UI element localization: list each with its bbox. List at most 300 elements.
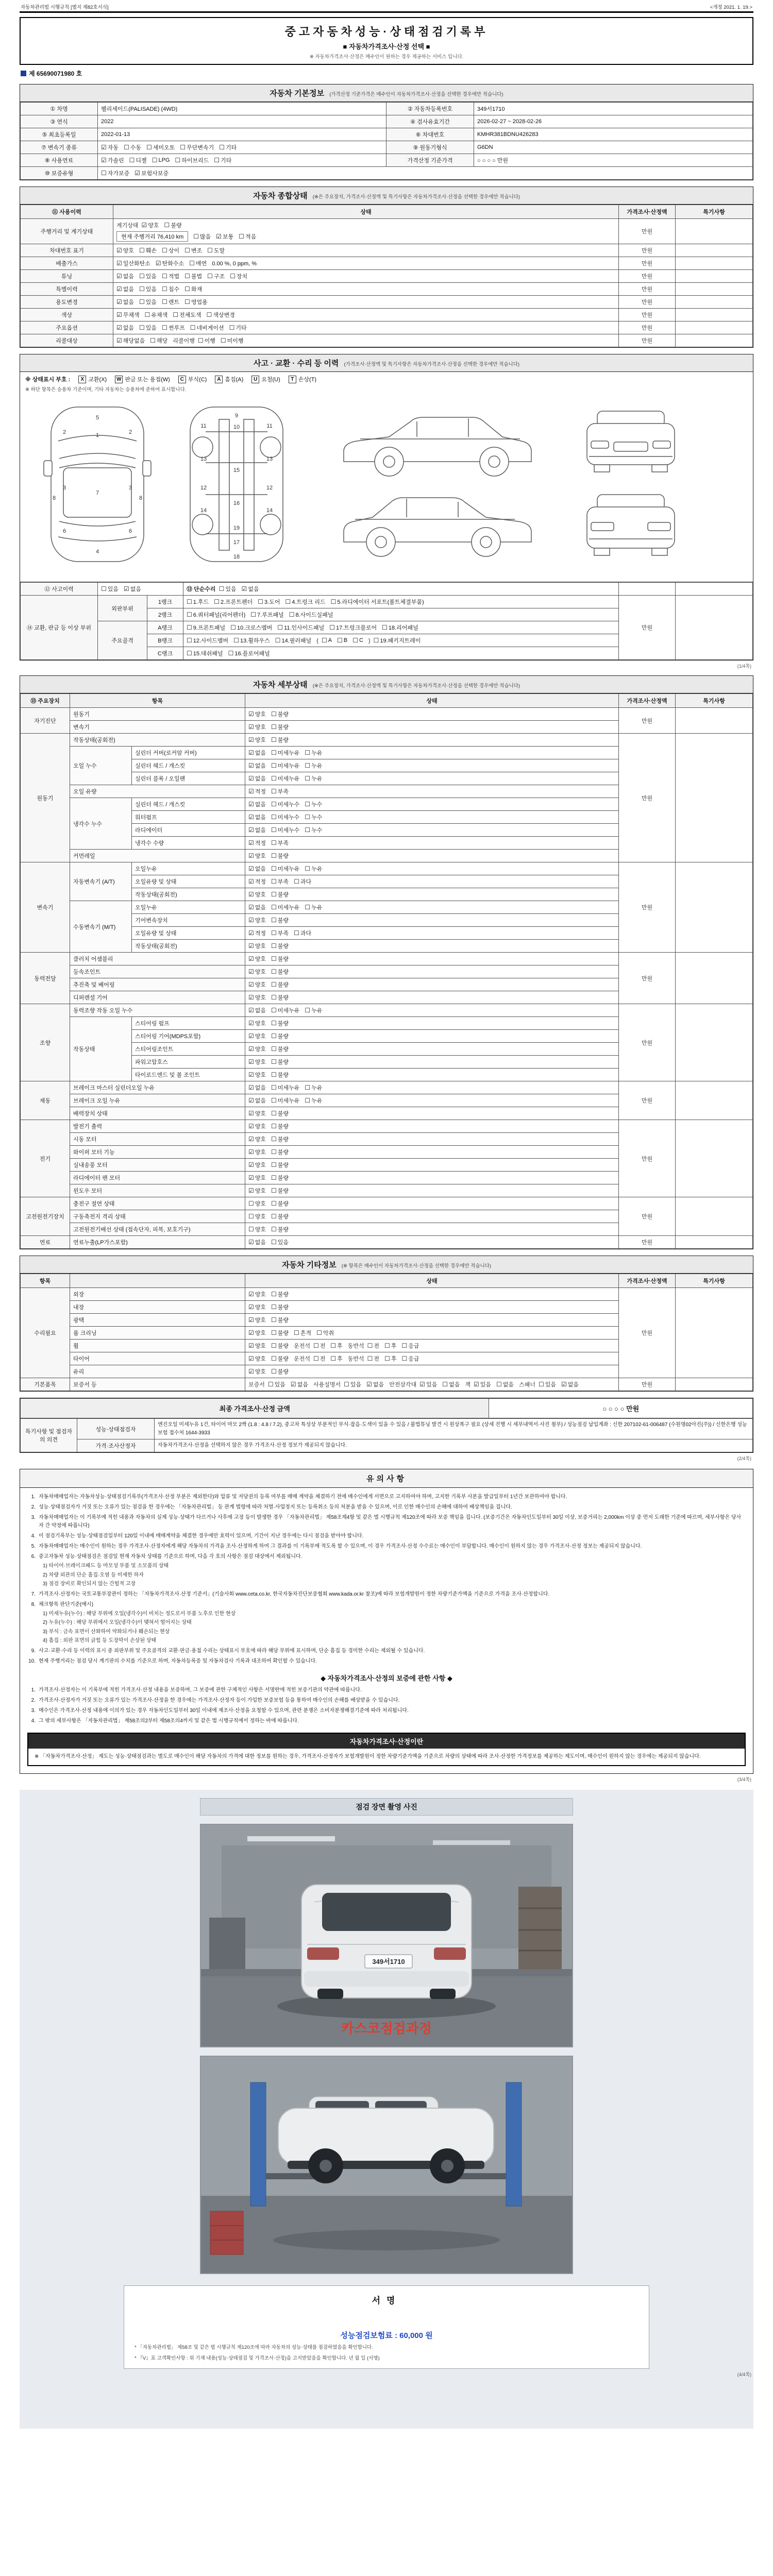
checkbox-option[interactable] (271, 1354, 289, 1363)
checkbox-option[interactable] (330, 1342, 342, 1350)
checkbox-option[interactable] (374, 636, 421, 645)
checkbox-option[interactable] (145, 311, 168, 319)
checkbox-option[interactable] (248, 1367, 266, 1376)
checkbox-option[interactable] (116, 311, 140, 319)
checkbox-option[interactable] (271, 1045, 289, 1053)
checked-box-icon: ☑ (248, 749, 254, 756)
checkbox-option[interactable] (271, 1135, 289, 1143)
checkbox-label: 탄화수소 (162, 261, 184, 267)
checkbox-option[interactable] (305, 1083, 322, 1092)
section-final-opinion (20, 1398, 753, 1453)
checkbox-option[interactable] (214, 598, 253, 606)
checkbox-option[interactable] (248, 774, 266, 783)
checkbox-option[interactable] (248, 929, 266, 937)
checkbox-option[interactable] (242, 585, 259, 593)
checkbox-option[interactable] (248, 968, 266, 976)
checkbox-option[interactable] (271, 968, 289, 976)
checkbox-option[interactable] (271, 1342, 289, 1350)
checkbox-option[interactable] (248, 813, 266, 821)
checkbox-option[interactable] (248, 955, 266, 963)
checkbox-option[interactable] (313, 1354, 325, 1363)
checkbox-option[interactable] (116, 298, 134, 306)
section-title: 자동차 기본정보 (270, 89, 325, 98)
checkbox-option[interactable] (214, 156, 231, 164)
checkbox-option[interactable] (239, 232, 256, 241)
checkbox-option[interactable] (271, 1032, 289, 1040)
checkbox-option[interactable] (207, 311, 235, 319)
comprehensive-row (21, 296, 753, 309)
checkbox-option[interactable] (294, 877, 311, 886)
checkbox-option[interactable] (248, 1199, 266, 1208)
unchecked-box-icon: ☐ (129, 157, 135, 164)
checkbox-label: 기타 (236, 325, 247, 331)
checkbox-label: 적정 (255, 789, 266, 795)
grouped-row (21, 708, 753, 721)
checkbox-option[interactable] (101, 156, 124, 164)
checkbox-option[interactable] (229, 324, 247, 332)
checkbox-option[interactable] (367, 1354, 379, 1363)
checkbox-label: 불량 (277, 853, 289, 859)
checkbox-option[interactable] (187, 623, 225, 632)
checkbox-option[interactable] (367, 1342, 379, 1350)
row-label: 차대번호 표기 (21, 244, 113, 257)
device-group-label: 고전원전기장치 (21, 1197, 70, 1236)
checkbox-option[interactable] (248, 865, 266, 873)
checkbox-label: 불량 (277, 1317, 289, 1324)
checkbox-label: 양호 (255, 1317, 266, 1324)
checkbox-label: 색상변경 (213, 312, 235, 318)
checkbox-option[interactable] (305, 1096, 322, 1105)
checkbox-option[interactable] (139, 298, 157, 306)
checkbox-option[interactable] (271, 1148, 289, 1156)
checkbox-option[interactable] (248, 1161, 266, 1169)
checkbox-option[interactable] (271, 761, 299, 770)
checkbox-option[interactable] (305, 761, 322, 770)
unchecked-box-icon: ☐ (139, 324, 145, 331)
checkbox-option[interactable] (184, 272, 202, 280)
checkbox-option[interactable] (162, 285, 179, 293)
checkbox-option[interactable] (271, 787, 289, 795)
checkbox-option[interactable] (248, 1303, 266, 1311)
unchecked-box-icon: ☐ (184, 273, 190, 280)
checkbox-option[interactable] (184, 246, 202, 255)
checkbox-option[interactable] (401, 1342, 419, 1350)
checkbox-option[interactable] (271, 1096, 299, 1105)
legend-item-label: 부식(C) (188, 377, 207, 383)
checkbox-option[interactable] (248, 723, 266, 731)
checkbox-option[interactable] (162, 246, 179, 255)
checked-box-icon: ☑ (248, 723, 254, 731)
checkbox-option[interactable] (207, 272, 225, 280)
checkbox-option[interactable] (248, 787, 266, 795)
checkbox-option[interactable] (248, 1329, 266, 1337)
checkbox-option[interactable] (248, 1135, 266, 1143)
checkbox-option[interactable] (175, 156, 209, 164)
checkbox-option[interactable] (289, 611, 333, 619)
checkbox-option[interactable] (139, 246, 157, 255)
checkbox-option[interactable] (271, 1122, 289, 1130)
checkbox-option[interactable] (271, 1199, 289, 1208)
checkbox-label: 미세누수 (277, 815, 300, 821)
checkbox-option[interactable] (248, 1083, 266, 1092)
checkbox-option[interactable] (248, 839, 266, 847)
checkbox-option[interactable] (248, 916, 266, 924)
checkbox-label: 전체도색 (179, 312, 201, 318)
checkbox-option[interactable] (228, 649, 270, 657)
unchecked-box-icon: ☐ (184, 285, 190, 293)
checkbox-option[interactable] (271, 1083, 299, 1092)
checkbox-option[interactable] (116, 246, 134, 255)
checkbox-label: 2.프론트펜더 (220, 599, 253, 605)
checkbox-option[interactable] (271, 916, 289, 924)
checkbox-option[interactable] (248, 942, 266, 950)
price-cell: 만원 (619, 244, 676, 257)
checkbox-option[interactable] (248, 1225, 266, 1233)
checkbox-option[interactable] (271, 929, 289, 937)
checked-box-icon: ☑ (155, 260, 161, 267)
checkbox-option[interactable] (124, 143, 141, 151)
checkbox-option[interactable] (419, 1380, 437, 1388)
checkbox-option[interactable] (189, 259, 207, 267)
checkbox-option[interactable] (187, 636, 228, 645)
checkbox-option[interactable] (294, 1329, 311, 1337)
checkbox-option[interactable] (305, 774, 322, 783)
inline-value: 2022 (101, 118, 114, 125)
checkbox-option[interactable] (271, 1161, 289, 1169)
checkbox-option[interactable] (116, 324, 134, 332)
checkbox-option[interactable] (384, 1342, 396, 1350)
checkbox-option[interactable] (180, 143, 214, 151)
checkbox-option[interactable] (248, 1045, 266, 1053)
checkbox-option[interactable] (322, 637, 332, 643)
checkbox-option[interactable] (248, 1148, 266, 1156)
checkbox-option[interactable] (305, 903, 322, 911)
checkbox-option[interactable] (313, 1342, 325, 1350)
unchecked-box-icon: ☐ (271, 736, 277, 743)
checkbox-option[interactable] (271, 736, 289, 744)
checkbox-option[interactable] (101, 143, 119, 151)
checkbox-option[interactable] (156, 259, 184, 267)
checkbox-option[interactable] (116, 272, 134, 280)
checkbox-option[interactable] (248, 1290, 266, 1298)
checkbox-option[interactable] (248, 1122, 266, 1130)
checked-box-icon: ☑ (248, 852, 254, 859)
field-value (98, 103, 386, 115)
checkbox-option[interactable] (184, 285, 202, 293)
checkbox-option[interactable] (150, 336, 167, 345)
checkbox-option[interactable] (139, 324, 157, 332)
checkbox-option[interactable] (271, 903, 299, 911)
checkbox-option[interactable] (198, 336, 215, 345)
checkbox-option[interactable] (271, 942, 289, 950)
signature-box (124, 2285, 649, 2369)
checkbox-option[interactable] (248, 903, 266, 911)
checkbox-option[interactable] (271, 993, 289, 1002)
unchecked-box-icon: ☐ (289, 611, 295, 618)
checkbox-option[interactable] (248, 1058, 266, 1066)
subitem-label: 스티어링 기어(MDPS포함) (132, 1030, 245, 1043)
checkbox-option[interactable] (337, 637, 347, 643)
checkbox-option[interactable] (101, 585, 119, 593)
unchecked-box-icon: ☐ (139, 285, 145, 293)
checkbox-option[interactable] (442, 1380, 460, 1388)
checkbox-option[interactable] (216, 232, 233, 241)
checkbox-option[interactable] (271, 774, 299, 783)
checkbox-option[interactable] (230, 623, 272, 632)
checkbox-option[interactable] (173, 311, 201, 319)
rank-label: A랭크 (147, 621, 183, 634)
checkbox-label: 있음 (225, 586, 237, 592)
checkbox-option[interactable] (129, 156, 147, 164)
checkbox-option[interactable] (330, 1354, 342, 1363)
checkbox-option[interactable] (277, 623, 324, 632)
checkbox-option[interactable] (187, 649, 223, 657)
checkbox-option[interactable] (219, 143, 237, 151)
unchecked-box-icon: ☐ (197, 337, 204, 344)
unchecked-box-icon: ☐ (271, 1110, 277, 1117)
checkbox-option[interactable] (271, 852, 289, 860)
checked-box-icon: ☑ (101, 157, 107, 164)
checkbox-option[interactable] (248, 800, 266, 808)
signature-area[interactable] (135, 2306, 638, 2330)
status-cell (245, 1197, 619, 1210)
unchecked-box-icon: ☐ (271, 994, 277, 1001)
checkbox-option[interactable] (271, 1316, 289, 1324)
checkbox-option[interactable] (101, 169, 129, 177)
legend-item (178, 375, 207, 383)
car-rear-view (587, 495, 675, 555)
checkbox-label: 8.사이드실패널 (295, 612, 333, 618)
checkbox-option[interactable] (248, 710, 266, 718)
checkbox-label: 양호 (255, 1343, 266, 1349)
basic-row (21, 154, 753, 167)
checkbox-option[interactable] (248, 826, 266, 834)
svg-text:2: 2 (62, 429, 66, 435)
checkbox-option[interactable] (331, 598, 424, 606)
checkbox-option[interactable] (248, 1238, 266, 1246)
checkbox-option[interactable] (164, 221, 182, 229)
checkbox-option[interactable] (344, 1380, 361, 1388)
checkbox-label: 양호 (255, 1304, 266, 1311)
checkbox-label: 불량 (277, 711, 289, 718)
checkbox-option[interactable] (271, 955, 289, 963)
col-price: 가격조사·산정액 (619, 205, 676, 219)
checkbox-option[interactable] (275, 636, 312, 645)
accident-history-status (98, 583, 183, 596)
checkbox-option[interactable] (268, 1380, 285, 1388)
checkbox-option[interactable] (271, 1109, 289, 1117)
checkbox-option[interactable] (248, 1342, 266, 1350)
checkbox-option[interactable] (248, 1109, 266, 1117)
notice-item-number: 10. (28, 1658, 36, 1664)
checkbox-option[interactable] (316, 1329, 334, 1337)
section-accident-head (20, 354, 753, 372)
checkbox-option[interactable] (305, 1006, 322, 1014)
notice-item-text: 이 점검기록부는 성능·상태점검일부터 120일 이내에 매매계약을 체결한 경우에만 효력이 있으며, 기간이 지난 경우에는 다시 점검을 받아야 합니다. (39, 1533, 364, 1539)
checkbox-option[interactable] (248, 1212, 266, 1221)
checkbox-option[interactable] (366, 1380, 384, 1388)
checkbox-option[interactable] (146, 143, 175, 151)
checkbox-option[interactable] (271, 1019, 289, 1027)
checkbox-option[interactable] (401, 1354, 419, 1363)
checkbox-option[interactable] (285, 598, 325, 606)
checkbox-option[interactable] (291, 1380, 308, 1388)
checkbox-option[interactable] (539, 1380, 556, 1388)
unchecked-box-icon: ☐ (271, 1097, 277, 1104)
checkbox-option[interactable] (233, 636, 270, 645)
checkbox-option[interactable] (248, 761, 266, 770)
checkbox-option[interactable] (248, 852, 266, 860)
status-cell (245, 978, 619, 991)
checkbox-option[interactable] (271, 1329, 289, 1337)
unchecked-box-icon: ☐ (162, 247, 167, 254)
checkbox-option[interactable] (352, 637, 363, 643)
checkbox-option[interactable] (271, 890, 289, 899)
checkbox-option[interactable] (271, 1367, 289, 1376)
checkbox-option[interactable] (271, 1006, 299, 1014)
checkbox-option[interactable] (271, 1238, 289, 1246)
item-label: 브레이크 오일 누유 (70, 1094, 245, 1107)
opinion-row (21, 1419, 753, 1439)
checkbox-label: C (359, 637, 363, 643)
checkbox-option[interactable] (139, 272, 157, 280)
item-label: 발전기 출력 (70, 1120, 245, 1133)
checkbox-option[interactable] (496, 1380, 514, 1388)
unchecked-box-icon: ☐ (305, 749, 311, 756)
checkbox-option[interactable] (162, 272, 179, 280)
status-cell (245, 1236, 619, 1249)
inline-label: 안전삼각대 (389, 1382, 417, 1388)
unchecked-box-icon: ☐ (313, 1342, 319, 1349)
checkbox-option[interactable] (248, 1174, 266, 1182)
checkbox-option[interactable] (124, 585, 141, 593)
checkbox-label: 미이행 (227, 338, 244, 344)
checkbox-option[interactable] (271, 710, 289, 718)
checkbox-option[interactable] (271, 1071, 289, 1079)
checkbox-option[interactable] (329, 623, 377, 632)
checkbox-option[interactable] (248, 877, 266, 886)
checkbox-option[interactable] (258, 598, 280, 606)
checkbox-option[interactable] (271, 749, 299, 757)
checkbox-label: 없음 (255, 1085, 266, 1091)
checkbox-option[interactable] (116, 285, 134, 293)
checkbox-option[interactable] (271, 1303, 289, 1311)
checkbox-option[interactable] (271, 813, 299, 821)
checkbox-label: 없음 (123, 286, 135, 293)
checkbox-option[interactable] (305, 749, 322, 757)
checkbox-option[interactable] (248, 980, 266, 989)
checkbox-option[interactable] (250, 611, 283, 619)
checkbox-option[interactable] (305, 865, 322, 873)
checkbox-option[interactable] (162, 324, 185, 332)
checkbox-option[interactable] (248, 1071, 266, 1079)
grouped-row (21, 1288, 753, 1301)
checkbox-option[interactable] (271, 1225, 289, 1233)
checked-box-icon: ☑ (248, 1032, 254, 1040)
checked-box-icon: ☑ (216, 233, 222, 240)
checkbox-option[interactable] (271, 723, 289, 731)
checkbox-option[interactable] (221, 336, 244, 345)
status-cell (245, 901, 619, 914)
checkbox-option[interactable] (271, 826, 299, 834)
checkbox-option[interactable] (384, 1354, 396, 1363)
checkbox-label: 불량 (277, 1343, 289, 1349)
note-cell (676, 219, 753, 244)
checkbox-option[interactable] (305, 826, 322, 834)
checkbox-option[interactable] (219, 585, 237, 593)
checkbox-option[interactable] (162, 298, 179, 306)
etc-table (20, 1274, 753, 1391)
status-cell (245, 953, 619, 965)
checkbox-label: 양호 (255, 853, 266, 859)
checkbox-option[interactable] (271, 1212, 289, 1221)
checkbox-option[interactable] (248, 736, 266, 744)
checkbox-option[interactable] (116, 259, 150, 267)
guarantee-list (20, 1685, 753, 1726)
checkbox-option[interactable] (474, 1380, 491, 1388)
checkbox-option[interactable] (248, 1096, 266, 1105)
checkbox-option[interactable] (248, 749, 266, 757)
checkbox-option[interactable] (248, 1187, 266, 1195)
checkbox-option[interactable] (271, 1058, 289, 1066)
unchecked-box-icon: ☐ (294, 1329, 299, 1336)
checkbox-option[interactable] (142, 221, 159, 229)
checkbox-option[interactable] (230, 272, 247, 280)
checkbox-option[interactable] (382, 623, 418, 632)
row-label: 주요옵션 (21, 321, 113, 334)
checkbox-option[interactable] (248, 1006, 266, 1014)
checkbox-option[interactable] (305, 800, 322, 808)
checkbox-option[interactable] (248, 1316, 266, 1324)
status-cell (245, 1378, 619, 1391)
checkbox-option[interactable] (184, 298, 208, 306)
checkbox-option[interactable] (248, 890, 266, 899)
checkbox-option[interactable] (187, 611, 245, 619)
svg-text:3: 3 (62, 485, 66, 491)
status-cell (245, 708, 619, 721)
checkbox-option[interactable] (305, 813, 322, 821)
checkbox-option[interactable] (248, 993, 266, 1002)
checked-box-icon: ☑ (248, 1303, 254, 1311)
checkbox-option[interactable] (248, 1019, 266, 1027)
checkbox-option[interactable] (116, 336, 145, 345)
checkbox-option[interactable] (248, 1032, 266, 1040)
checkbox-option[interactable] (271, 980, 289, 989)
checkbox-option[interactable] (139, 285, 157, 293)
item-label: 휠 (70, 1340, 245, 1352)
status-cell (245, 940, 619, 953)
checkbox-option[interactable] (135, 169, 169, 177)
checkbox-option[interactable] (561, 1380, 579, 1388)
checkbox-option[interactable] (152, 157, 170, 163)
checkbox-option[interactable] (248, 1354, 266, 1363)
checkbox-option[interactable] (271, 800, 299, 808)
unchecked-box-icon: ☐ (139, 298, 145, 306)
checkbox-option[interactable] (271, 1174, 289, 1182)
checkbox-option[interactable] (294, 929, 311, 937)
checkbox-option[interactable] (271, 1290, 289, 1298)
checkbox-option[interactable] (193, 232, 211, 241)
status-cell (245, 1352, 619, 1365)
item-label: 클러치 어셈블리 (70, 953, 245, 965)
checkbox-option[interactable] (190, 324, 224, 332)
checkbox-option[interactable] (271, 1187, 289, 1195)
checkbox-option[interactable] (271, 877, 289, 886)
checkbox-option[interactable] (271, 865, 299, 873)
checkbox-option[interactable] (271, 839, 289, 847)
checkbox-option[interactable] (187, 598, 209, 606)
checkbox-option[interactable] (207, 246, 225, 255)
